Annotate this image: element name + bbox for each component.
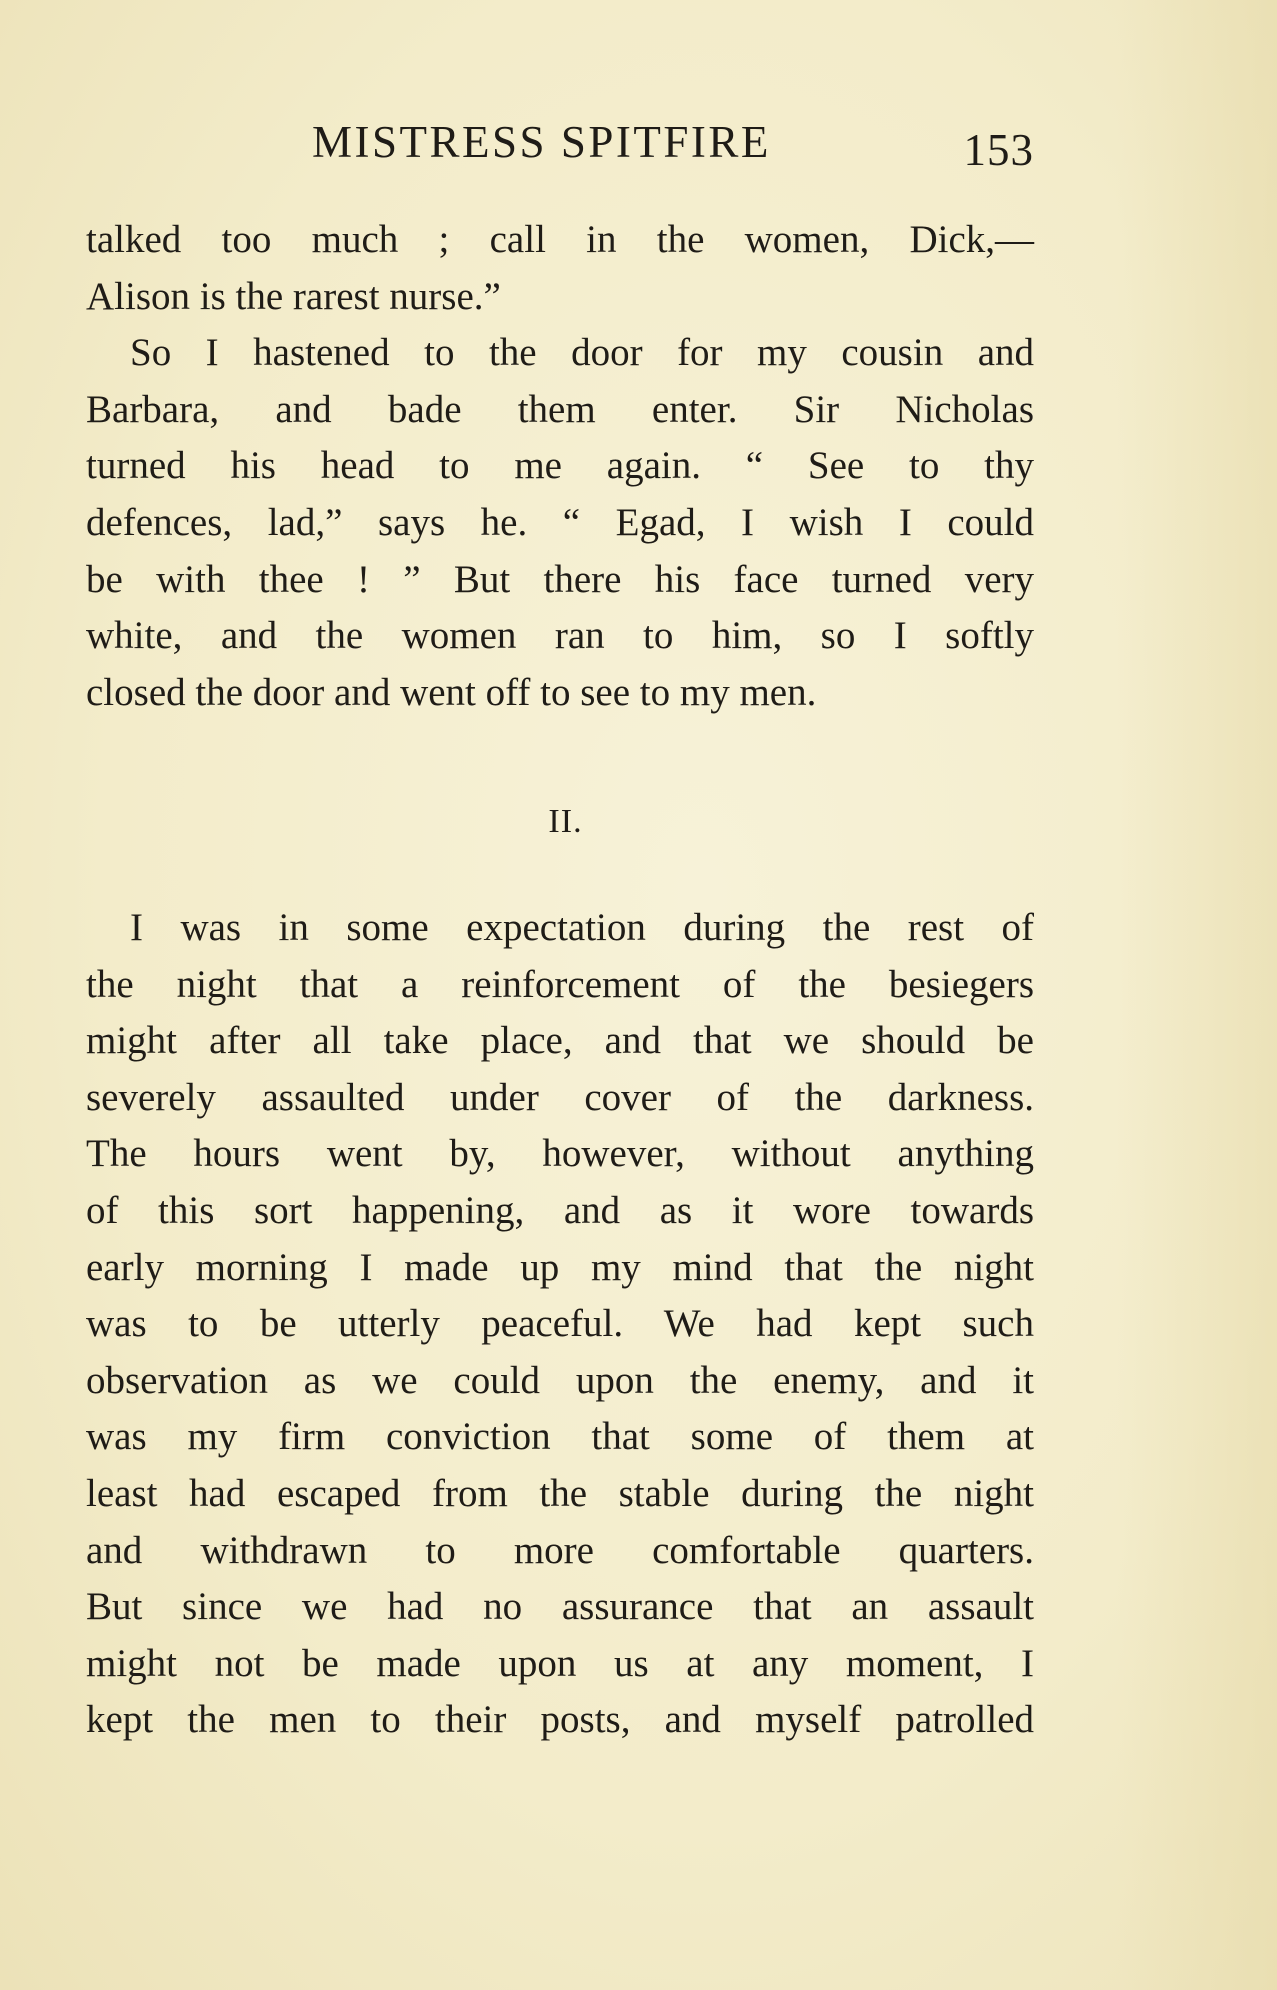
text-line: might after all take place, and that we should be xyxy=(86,1019,1034,1063)
text-line: least had escaped from the stable during the night xyxy=(86,1471,1034,1515)
text-line: be with thee ! ” But there his face turned very xyxy=(86,557,1034,601)
text-line: of this sort happening, and as it wore towards xyxy=(86,1188,1034,1232)
text-line: was my firm conviction that some of them at xyxy=(86,1415,1034,1459)
text-line: defences, lad,” says he. “ Egad, I wish I could xyxy=(86,500,1034,544)
running-head xyxy=(86,112,1034,175)
text-line: The hours went by, however, without anything xyxy=(86,1132,1034,1176)
text-line: the night that a reinforcement of the besiegers xyxy=(86,962,1034,1006)
text-line: was to be utterly peaceful. We had kept such xyxy=(86,1302,1034,1346)
text-line: closed the door and went off to see to my men. xyxy=(86,670,817,714)
text-line: early morning I made up my mind that the night xyxy=(86,1245,1034,1289)
text-line: kept the men to their posts, and myself patrolled xyxy=(86,1698,1034,1742)
page-edge-shading xyxy=(1117,0,1277,1990)
text-line: observation as we could upon the enemy, and it xyxy=(86,1358,1034,1402)
text-line: talked too much ; call in the women, Dick,— xyxy=(86,218,1034,261)
running-title: MISTRESS SPITFIRE xyxy=(312,117,771,167)
text-line: So I hastened to the door for my cousin and xyxy=(130,331,1034,375)
text-line: white, and the women ran to him, so I softly xyxy=(86,614,1034,658)
text-line: might not be made upon us at any moment, I xyxy=(86,1641,1034,1685)
text-line: and withdrawn to more comfortable quarters. xyxy=(86,1528,1034,1572)
text-line: Alison is the rarest nurse.” xyxy=(86,274,501,318)
text-line: Barbara, and bade them enter. Sir Nicholas xyxy=(86,387,1034,431)
paragraph-block-1 xyxy=(86,212,1034,721)
paragraph-block-2 xyxy=(86,900,1034,1749)
text-line: turned his head to me again. “ See to thy xyxy=(86,444,1034,488)
text-line: severely assaulted under cover of the darkness. xyxy=(86,1075,1034,1119)
section-number: II. xyxy=(548,803,583,840)
text-line: But since we had no assurance that an assault xyxy=(86,1585,1034,1629)
page-number: 153 xyxy=(963,125,1034,175)
text-line: I was in some expectation during the rest of xyxy=(130,906,1034,949)
